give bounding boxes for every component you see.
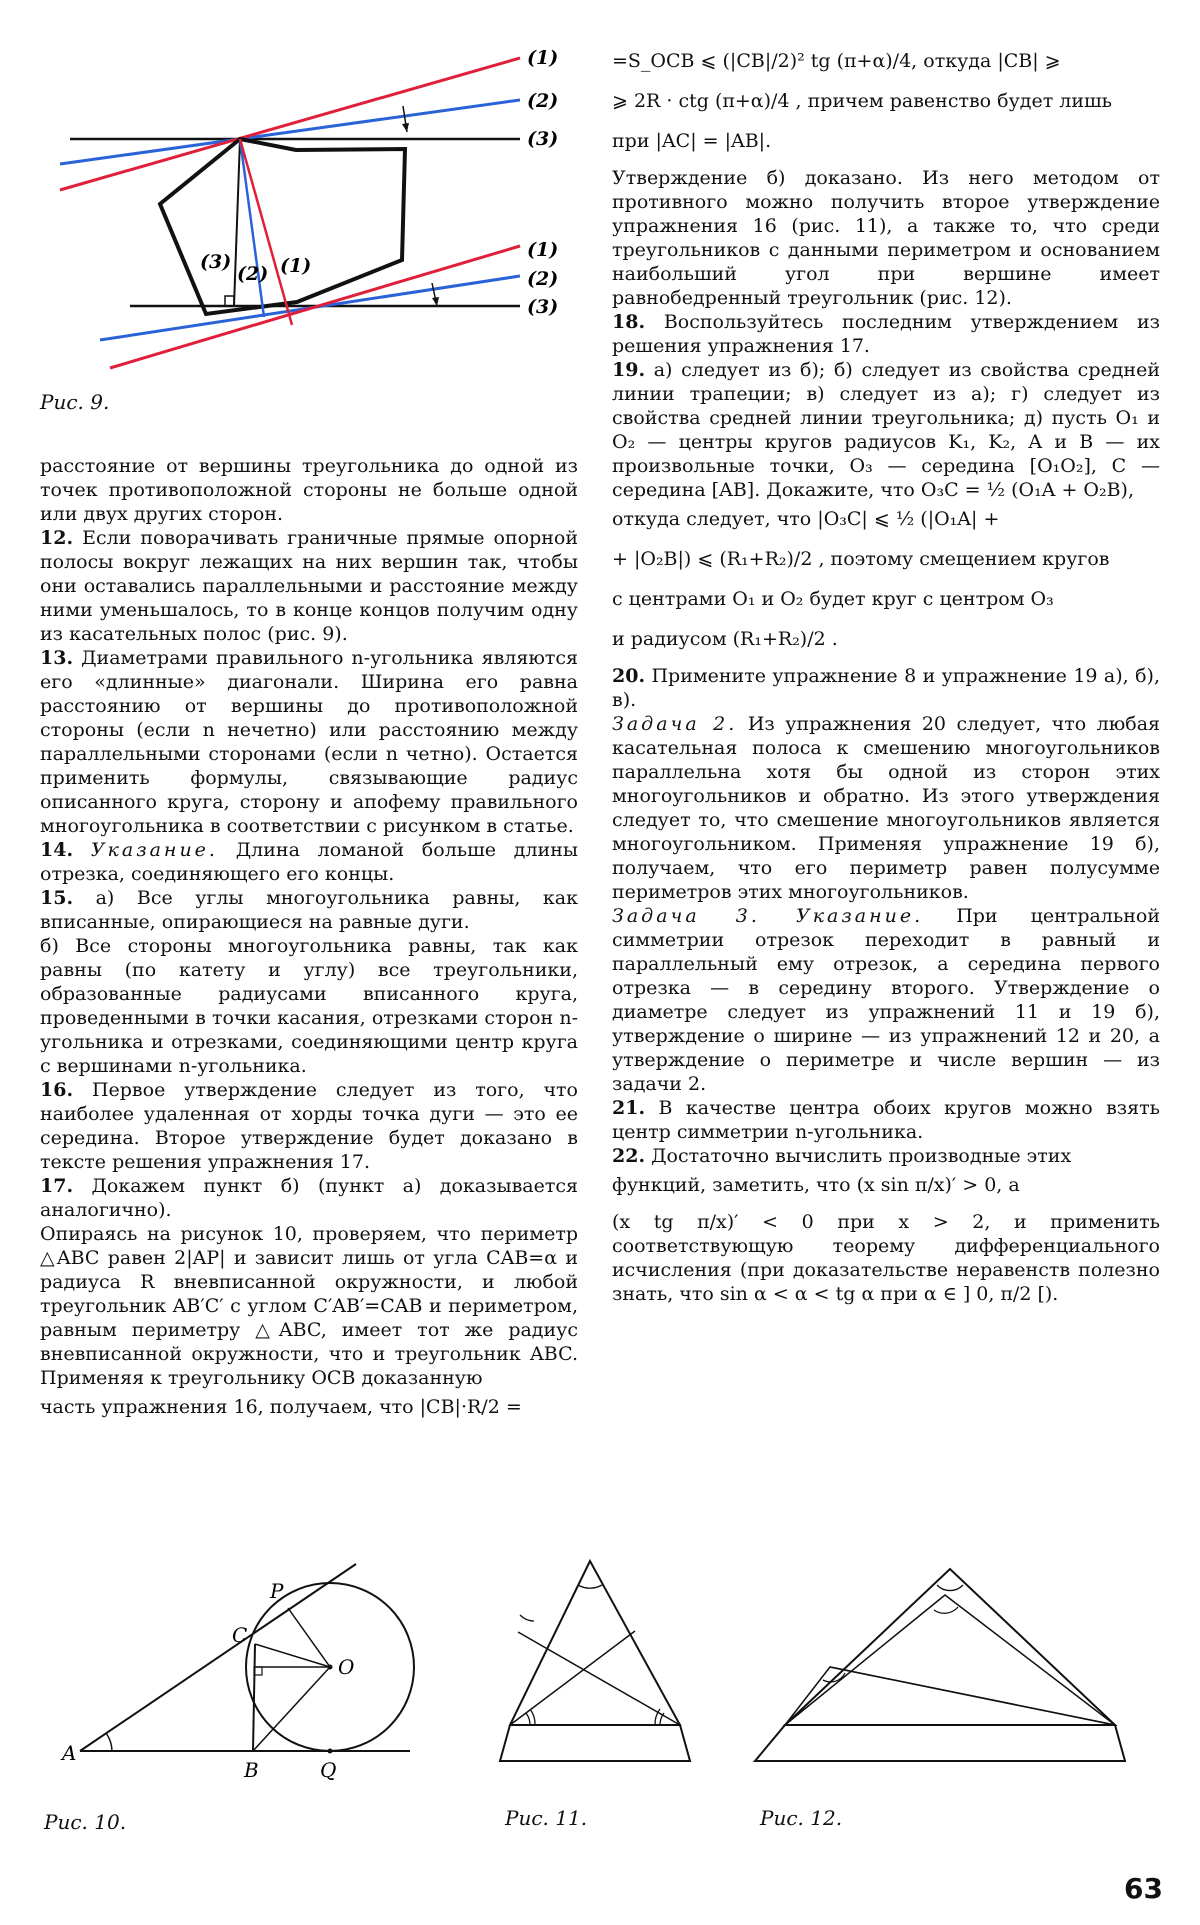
fig10-caption: Рис. 10. bbox=[44, 1810, 127, 1834]
left-column bbox=[40, 454, 578, 1432]
fig9-arrowhead-top bbox=[402, 123, 409, 132]
paragraph-20: 20. Примените упражнение 8 и упражнение 19 а), б), в). bbox=[612, 665, 1160, 711]
fig10-OB bbox=[253, 1667, 330, 1751]
formula: часть упражнения 16, получаем, что |CB|·R/2 = bbox=[40, 1396, 522, 1418]
formula: при |AC| = |AB|. bbox=[612, 130, 772, 152]
fig9-label: (3) bbox=[200, 251, 232, 273]
fig10-angle-A bbox=[106, 1733, 112, 1751]
problem-3: Задача 3. Указание. При центральной симметрии отрезок переходит в равный и параллельный ему отрезок, а середина первого отрезка — в середину второго. Утверждение о диаметре следует из упражнений 11 и 19 б), утверждение о ширине — из упражнений 12 и 20, а утверждение о периметре и числе вершин — из задачи 2. bbox=[612, 905, 1160, 1095]
formula: и радиусом (R₁+R₂)/2 . bbox=[612, 628, 838, 650]
fig9-caption: Рис. 9. bbox=[40, 390, 110, 414]
fig10-label: P bbox=[270, 1579, 284, 1603]
fig11-cevian-1 bbox=[510, 1631, 635, 1725]
paragraph-17b: Опираясь на рисунок 10, проверяем, что периметр △ABC равен 2|AP| и зависит лишь от угла CAB=α и радиуса R вневписанной окружности, и любой треугольник AB′C′ с углом C′AB′=CAB и периметром, равным периметру △ABC, имеет тот же радиус вневписанной окружности, что и треугольник ABC. Применяя к треугольнику OCB доказанную bbox=[40, 1223, 578, 1389]
fig10-label: O bbox=[338, 1655, 355, 1679]
fig11-triangle bbox=[510, 1561, 680, 1725]
fig9-seg-1 bbox=[240, 139, 292, 325]
fig11-cevian-2 bbox=[518, 1632, 680, 1725]
fig10-OP bbox=[288, 1608, 330, 1667]
paragraph-15: 15. а) Все углы многоугольника равны, как вписанные, опирающиеся на равные дуги. bbox=[40, 887, 578, 933]
paragraph-21: 21. В качестве центра обоих кругов можно взять центр симметрии n-угольника. bbox=[612, 1097, 1160, 1143]
fig9-label: (1) bbox=[527, 239, 559, 261]
fig12-triangle-2 bbox=[785, 1595, 1115, 1725]
paragraph-12: 12. Если поворачивать граничные прямые опорной полосы вокруг лежащих на них вершин так, чтобы они оставались параллельными и расстояние между ними уменьшалось, то в конце концов получим одну из касательных полос (рис. 9). bbox=[40, 527, 578, 645]
fig12-triangle-3 bbox=[785, 1667, 1115, 1725]
fig10-label: B bbox=[244, 1758, 259, 1782]
paragraph: Утверждение б) доказано. Из него методом от противного можно получить второе утверждение упражнения 16 (рис. 11), а также то, что среди треугольников с данными периметром и основанием наибольший угол при вершине имеет равнобедренный треугольник (рис. 12). bbox=[612, 167, 1160, 309]
paragraph-14: 14. Указание. Длина ломаной больше длины отрезка, соединяющего его концы. bbox=[40, 839, 578, 885]
fig9-seg-2 bbox=[240, 139, 264, 317]
fig9-top-line-2 bbox=[60, 100, 520, 164]
fig12-line-4 bbox=[830, 1667, 1115, 1725]
figure-12 bbox=[745, 1555, 1155, 1775]
fig12-isosceles bbox=[785, 1569, 1115, 1725]
fig11-caption: Рис. 11. bbox=[505, 1806, 588, 1830]
fig11-angle-left bbox=[520, 1615, 534, 1621]
paragraph-13: 13. Диаметрами правильного n-угольника являются его «длинные» диагонали. Ширина его равна расстоянию от вершины до противоположной стороны (если n нечетно) или расстоянию между параллельными сторонами (если n четно). Остается применить формулы, связывающие радиус описанного круга, сторону и апофему правильного многоугольника в соответствии с рисунком в статье. bbox=[40, 647, 579, 837]
fig10-side-CB bbox=[253, 1644, 255, 1751]
paragraph-15b: б) Все стороны многоугольника равны, так как равны (по катету и углу) все треугольники, образованные радиусами вписанного круга, проведенными в точки касания, отрезками сторон n-угольника и отрезками, соединяющими центр круга с вершинами n-угольника. bbox=[40, 935, 578, 1077]
fig9-label: (2) bbox=[527, 268, 559, 290]
paragraph: расстояние от вершины треугольника до одной из точек противоположной стороны не больше одной или двух других сторон. bbox=[40, 455, 578, 525]
fig9-right-angle bbox=[225, 296, 234, 306]
fig9-label: (3) bbox=[527, 296, 559, 318]
page-number: 63 bbox=[1124, 1872, 1163, 1905]
fig9-arrowhead-bot bbox=[432, 297, 439, 306]
fig10-label: A bbox=[62, 1741, 77, 1765]
paragraph-17: 17. Докажем пункт б) (пункт а) доказывается аналогично). bbox=[40, 1175, 578, 1221]
fig11-angle-bl2 bbox=[530, 1709, 535, 1725]
fig10-point-Q bbox=[328, 1749, 333, 1754]
fig11-base-strip bbox=[500, 1725, 690, 1761]
formula: откуда следует, что |O₃C| ⩽ ½ (|O₁A| + bbox=[612, 508, 1000, 530]
problem-2: Задача 2. Из упражнения 20 следует, что любая касательная полоса к смешению многоугольников параллельна хотя бы одной из сторон этих многоугольников и обратно. Из этого утверждения следует то, что смешение многоугольников является многоугольником. Применяя упражнение 19 б), получаем, что его периметр равен полусумме периметров этих многоугольников. bbox=[612, 713, 1161, 903]
fig10-label: Q bbox=[320, 1758, 337, 1782]
formula: + |O₂B|) ⩽ (R₁+R₂)/2 , поэтому смещением кругов bbox=[612, 548, 1110, 570]
figure-9 bbox=[40, 40, 560, 350]
formula: ⩾ 2R · ctg (π+α)/4 , причем равенство будет лишь bbox=[612, 90, 1113, 112]
formula: =S_OCB ⩽ (|CB|/2)² tg (π+α)/4, откуда |CB| ⩾ bbox=[612, 50, 1061, 72]
paragraph-19: 19. а) следует из б); б) следует из свойства средней линии трапеции; в) следует из а); г) следует из свойства средней линии треугольника; д) пусть O₁ и O₂ — центры кругов радиусов K₁, K₂, A и B — их произвольные точки, O₃ — середина [O₁O₂], C — середина [AB]. Докажите, что O₃C = ½ (O₁A + O₂B), bbox=[612, 359, 1161, 501]
fig12-base-strip bbox=[755, 1725, 1125, 1761]
fig9-label: (1) bbox=[280, 255, 312, 277]
figure-10 bbox=[60, 1550, 420, 1790]
paragraph-18: 18. Воспользуйтесь последним утверждением из решения упражнения 17. bbox=[612, 311, 1160, 357]
formula: функций, заметить, что (x sin π/x)′ > 0, а bbox=[612, 1174, 1020, 1196]
fig10-point-O bbox=[328, 1665, 333, 1670]
fig10-ray-AP bbox=[80, 1564, 356, 1751]
paragraph-22: 22. Достаточно вычислить производные этих bbox=[612, 1145, 1072, 1167]
fig9-label: (1) bbox=[527, 47, 559, 69]
formula: (x tg π/x)′ < 0 при x > 2, и применить соответствующую теорему дифференциального исчисления (при доказательстве неравенств полезно знать, что sin α < α < tg α при α ∈ ] 0, π/2 [). bbox=[612, 1211, 1160, 1305]
figure-11 bbox=[490, 1555, 700, 1775]
fig9-top-line-1 bbox=[60, 58, 520, 190]
fig9-label: (2) bbox=[527, 90, 559, 112]
fig11-angle-bl bbox=[526, 1713, 530, 1725]
fig12-angle-mid bbox=[934, 1607, 958, 1613]
paragraph-16: 16. Первое утверждение следует из того, что наиболее удаленная от хорды точка дуги — это ее середина. Второе утверждение будет доказано в тексте решения упражнения 17. bbox=[40, 1079, 578, 1173]
fig9-label: (2) bbox=[237, 263, 269, 285]
formula: с центрами O₁ и O₂ будет круг с центром O₃ bbox=[612, 588, 1054, 610]
fig9-label: (3) bbox=[527, 128, 559, 150]
right-column bbox=[612, 44, 1160, 1306]
fig12-angle-top bbox=[937, 1585, 963, 1591]
fig10-label: C bbox=[232, 1623, 248, 1647]
fig12-caption: Рис. 12. bbox=[760, 1806, 843, 1830]
fig10-OC bbox=[255, 1644, 330, 1667]
fig11-angle-top bbox=[578, 1585, 602, 1588]
